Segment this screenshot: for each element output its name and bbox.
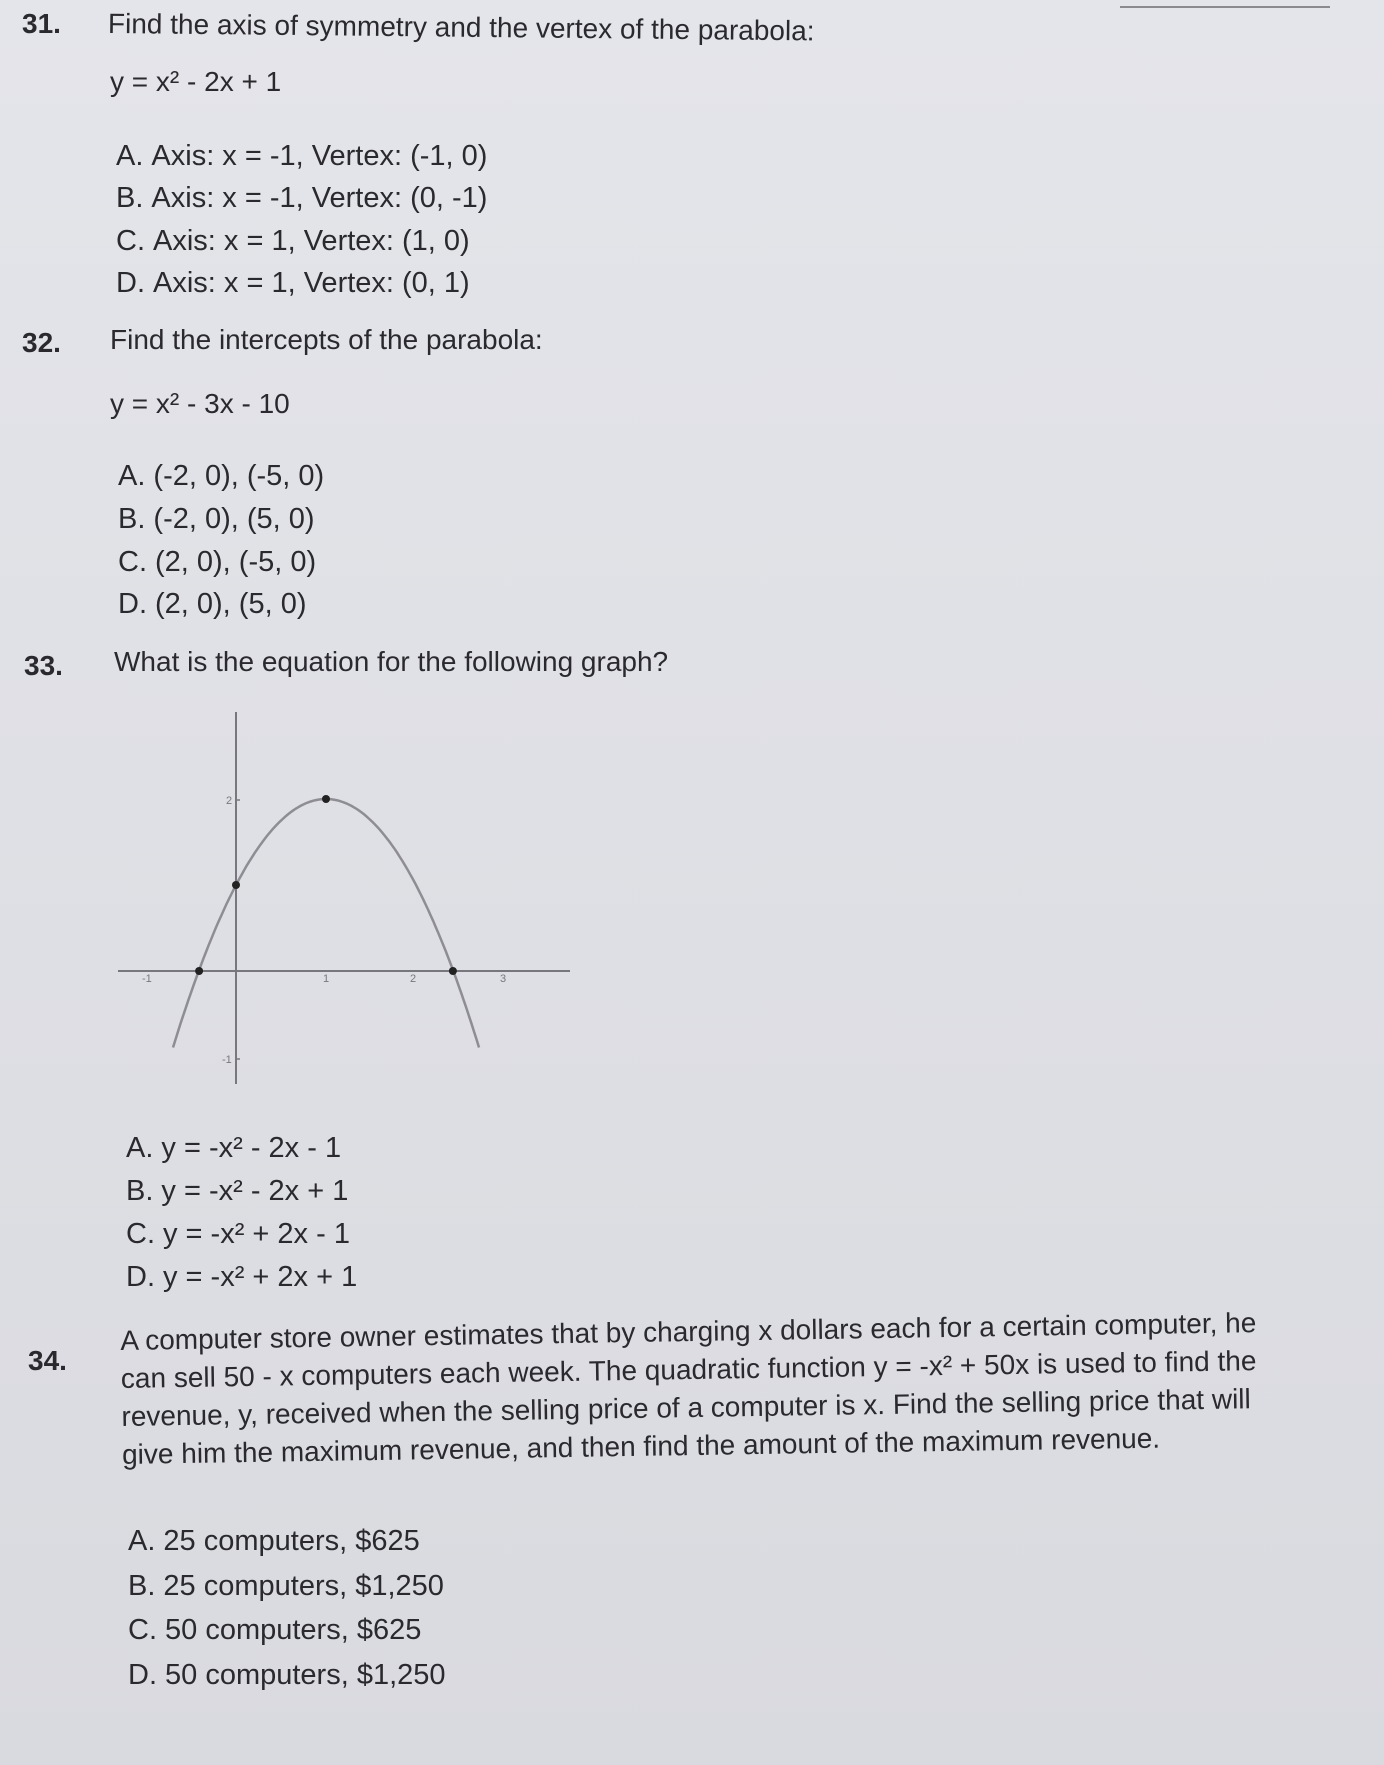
question-prompt (120, 1303, 1362, 1474)
option-a[interactable] (116, 140, 487, 173)
option-text: 25 computers, $1,250 (163, 1570, 444, 1602)
option-c[interactable] (116, 225, 470, 258)
tick-label: 2 (410, 973, 417, 985)
option-text: (2, 0), (5, 0) (155, 588, 307, 620)
option-d[interactable] (128, 1659, 446, 1692)
option-label: C. (116, 225, 145, 257)
option-label: D. (118, 588, 147, 620)
option-a[interactable] (126, 1132, 341, 1165)
option-text: Axis: x = -1, Vertex: (-1, 0) (151, 140, 488, 172)
parabola-graph (118, 712, 578, 1092)
top-rule (1120, 6, 1330, 8)
option-text: (2, 0), (-5, 0) (155, 546, 317, 578)
tick-label: 1 (323, 973, 330, 985)
option-b[interactable] (118, 503, 315, 536)
option-b[interactable] (128, 1570, 444, 1603)
option-text: y = -x² + 2x - 1 (163, 1218, 350, 1250)
graph-point (322, 795, 330, 803)
option-text: (-2, 0), (-5, 0) (153, 460, 325, 492)
option-d[interactable] (118, 588, 307, 621)
question-number: 32. (22, 327, 61, 358)
question-equation: y = x² - 2x + 1 (110, 66, 282, 97)
question-number: 33. (24, 650, 63, 681)
option-label: A. (118, 460, 146, 492)
option-text: (-2, 0), (5, 0) (153, 503, 315, 535)
question-prompt: Find the intercepts of the parabola: (110, 324, 543, 355)
question-number: 31. (22, 8, 61, 39)
option-d[interactable] (126, 1261, 357, 1294)
question-prompt: What is the equation for the following graph? (114, 646, 669, 677)
option-label: D. (126, 1261, 155, 1293)
option-label: A. (126, 1132, 154, 1164)
graph-point (232, 881, 240, 889)
prompt-line: revenue, y, received when the selling price of a computer is x. Find the selling price that will (121, 1383, 1251, 1432)
option-text: 50 computers, $1,250 (165, 1659, 446, 1691)
parabola-curve (173, 799, 479, 1048)
option-c[interactable] (128, 1614, 421, 1647)
option-c[interactable] (118, 546, 316, 579)
tick-label: -1 (142, 973, 152, 985)
option-label: D. (116, 267, 145, 299)
option-a[interactable] (128, 1525, 420, 1558)
option-a[interactable] (118, 460, 324, 493)
prompt-line: can sell 50 - x computers each week. The quadratic function y = -x² + 50x is used to find the (120, 1345, 1257, 1394)
option-b[interactable] (126, 1175, 348, 1208)
option-text: Axis: x = 1, Vertex: (1, 0) (153, 225, 470, 257)
option-text: y = -x² - 2x - 1 (161, 1132, 342, 1164)
tick-label: 2 (226, 795, 233, 807)
option-label: D. (128, 1659, 157, 1691)
option-label: B. (126, 1175, 154, 1207)
tick-label: -1 (222, 1054, 232, 1066)
question-equation: y = x² - 3x - 10 (110, 388, 290, 419)
graph-point (195, 967, 203, 975)
option-text: y = -x² + 2x + 1 (163, 1261, 358, 1293)
option-text: y = -x² - 2x + 1 (161, 1175, 349, 1207)
option-text: Axis: x = -1, Vertex: (0, -1) (151, 182, 488, 214)
option-label: C. (128, 1614, 157, 1646)
option-c[interactable] (126, 1218, 350, 1251)
option-label: C. (126, 1218, 155, 1250)
option-text: Axis: x = 1, Vertex: (0, 1) (153, 267, 470, 299)
option-label: A. (128, 1525, 156, 1557)
prompt-line: A computer store owner estimates that by charging x dollars each for a certain computer, he (120, 1307, 1257, 1356)
option-label: B. (118, 503, 146, 535)
option-text: 25 computers, $625 (163, 1525, 420, 1557)
graph-point (449, 967, 457, 975)
option-text: 50 computers, $625 (165, 1614, 422, 1646)
option-d[interactable] (116, 267, 470, 300)
question-number: 34. (28, 1345, 67, 1376)
prompt-line: give him the maximum revenue, and then find the amount of the maximum revenue. (121, 1422, 1161, 1470)
option-b[interactable] (116, 182, 487, 215)
option-label: B. (116, 182, 144, 214)
question-prompt: Find the axis of symmetry and the vertex of the parabola: (107, 8, 815, 47)
option-label: B. (128, 1570, 156, 1602)
option-label: A. (116, 140, 144, 172)
option-label: C. (118, 546, 147, 578)
tick-label: 3 (500, 973, 507, 985)
